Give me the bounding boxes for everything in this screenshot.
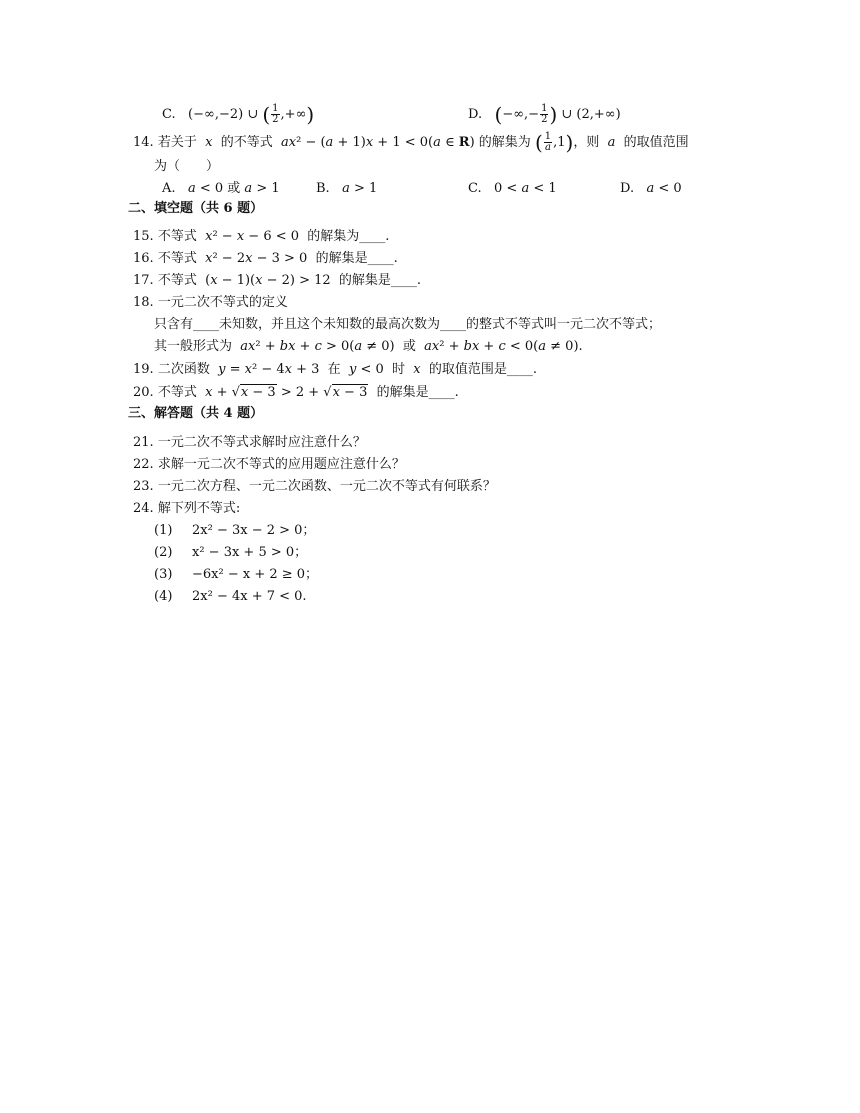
- q24: 24. 解下列不等式:: [133, 501, 241, 516]
- q14-option-b: B. a > 1: [316, 181, 378, 196]
- q14-option-d: D. a < 0: [620, 181, 682, 196]
- q14-stem: 14. 若关于 x 的不等式 ax² − (a + 1)x + 1 < 0(a ∈ R) 的解集为 ( $\frac{1}{a}$ ,1)，则 a 的取值范围: [133, 130, 689, 155]
- q18-line2: 其一般形式为 ax² + bx + c > 0(a ≠ 0) 或 ax² + bx + c < 0(a ≠ 0).: [154, 339, 583, 354]
- q14-option-a: A. a < 0 或 a > 1: [162, 181, 280, 196]
- q14-option-c: C. 0 < a < 1: [468, 181, 557, 196]
- q15: 15. 不等式 x² − x − 6 < 0 的解集为____.: [133, 229, 390, 244]
- q19: 19. 二次函数 y = x² − 4x + 3 在 y < 0 时 x 的取值范围是____.: [133, 362, 538, 377]
- q16: 16. 不等式 x² − 2x − 3 > 0 的解集是____.: [133, 251, 398, 266]
- q18-title: 18. 一元二次不等式的定义: [133, 295, 288, 310]
- q24-item-2: (2) x² − 3x + 5 > 0；: [154, 545, 308, 560]
- q17: 17. 不等式 (x − 1)(x − 2) > 12 的解集是____.: [133, 273, 422, 288]
- q18-line1: 只含有____未知数，并且这个未知数的最高次数为____的整式不等式叫一元二次不等式；: [154, 317, 662, 332]
- q22: 22. 求解一元二次不等式的应用题应注意什么？: [133, 457, 405, 472]
- section-3-heading: 三、解答题（共 4 题）: [128, 406, 264, 421]
- q13-option-d: D. (−∞,− $\frac{1}{2}$ ) ∪ (2,+∞): [468, 102, 621, 127]
- section-2-heading: 二、填空题（共 6 题）: [128, 201, 264, 216]
- q13-option-c: C. (−∞,−2) ∪ ( $\frac{1}{2}$ ,+∞): [162, 102, 315, 127]
- q21: 21. 一元二次不等式求解时应注意什么？: [133, 435, 366, 450]
- q23: 23. 一元二次方程、一元二次函数、一元二次不等式有何联系？: [133, 479, 496, 494]
- q24-item-4: (4) 2x² − 4x + 7 < 0.: [154, 589, 307, 604]
- q20: 20. 不等式 x + √x − 3 > 2 + √x − 3 的解集是____.: [133, 385, 459, 400]
- q14-stem-cont: 为（ ）: [154, 159, 220, 174]
- q24-item-1: (1) 2x² − 3x − 2 > 0；: [154, 523, 316, 538]
- q24-item-3: (3) −6x² − x + 2 ≥ 0；: [154, 567, 319, 582]
